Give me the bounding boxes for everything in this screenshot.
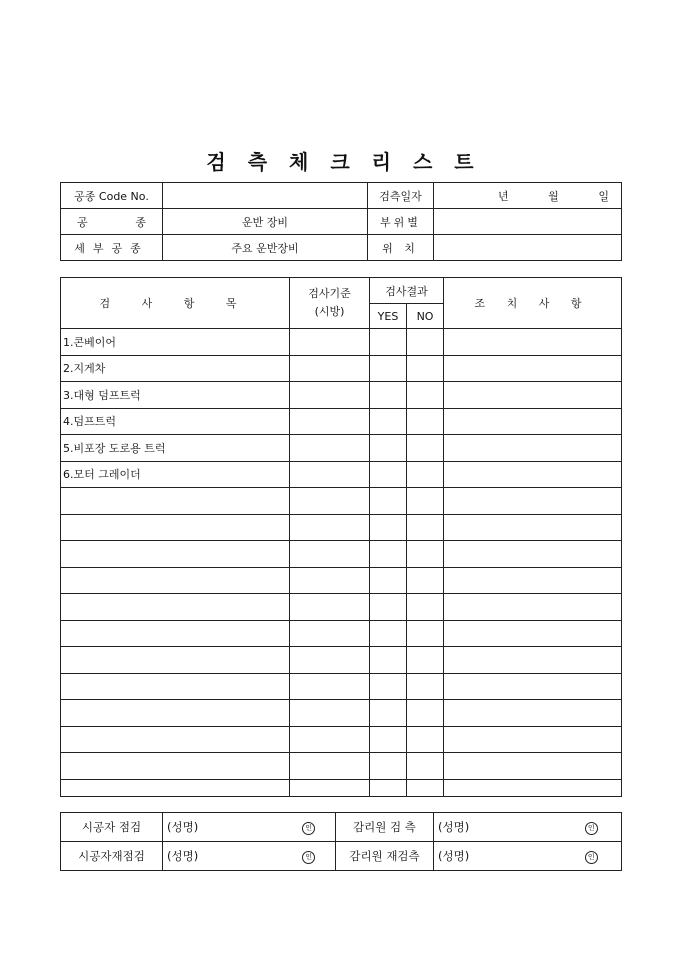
page-title: 검측체크리스트 xyxy=(206,150,496,174)
table-row xyxy=(61,753,622,780)
table-row xyxy=(61,620,622,647)
action-cell[interactable] xyxy=(444,567,622,594)
code-label: 공종 Code No. xyxy=(61,183,163,209)
standard-cell[interactable] xyxy=(290,567,370,594)
no-cell[interactable] xyxy=(407,673,444,700)
standard-cell[interactable] xyxy=(290,408,370,435)
yes-cell[interactable] xyxy=(370,620,407,647)
no-cell[interactable] xyxy=(407,594,444,621)
col-standard-line1: 검사기준 xyxy=(308,287,351,300)
no-cell[interactable] xyxy=(407,408,444,435)
standard-cell[interactable] xyxy=(290,461,370,488)
table-row xyxy=(61,514,622,541)
item-cell[interactable] xyxy=(61,541,290,568)
action-cell[interactable] xyxy=(444,620,622,647)
action-cell[interactable] xyxy=(444,329,622,356)
item-cell[interactable]: 4.덤프트럭 xyxy=(61,408,290,435)
yes-cell[interactable] xyxy=(370,435,407,462)
table-row xyxy=(61,461,622,488)
yes-cell[interactable] xyxy=(370,567,407,594)
inspection-table xyxy=(60,277,622,797)
yes-cell[interactable] xyxy=(370,726,407,753)
date-field[interactable] xyxy=(434,183,622,209)
action-cell[interactable] xyxy=(444,382,622,409)
standard-cell[interactable] xyxy=(290,726,370,753)
no-cell[interactable] xyxy=(407,541,444,568)
item-cell[interactable] xyxy=(61,673,290,700)
no-cell[interactable] xyxy=(407,461,444,488)
yes-cell[interactable] xyxy=(370,461,407,488)
no-cell[interactable] xyxy=(407,355,444,382)
col-yes-header: YES xyxy=(370,304,407,329)
action-cell[interactable] xyxy=(444,753,622,780)
item-cell[interactable]: 3.대형 덤프트럭 xyxy=(61,382,290,409)
no-cell[interactable] xyxy=(407,382,444,409)
yes-cell[interactable] xyxy=(370,408,407,435)
contractor-recheck-label: 시공자재점검 xyxy=(61,842,163,871)
item-cell[interactable]: 5.비포장 도로용 트럭 xyxy=(61,435,290,462)
standard-cell[interactable] xyxy=(290,355,370,382)
action-cell[interactable] xyxy=(444,514,622,541)
standard-cell[interactable] xyxy=(290,700,370,727)
action-cell[interactable] xyxy=(444,461,622,488)
no-cell[interactable] xyxy=(407,779,444,796)
standard-cell[interactable] xyxy=(290,382,370,409)
col-no-header: NO xyxy=(407,304,444,329)
yes-cell[interactable] xyxy=(370,329,407,356)
no-cell[interactable] xyxy=(407,647,444,674)
item-cell[interactable] xyxy=(61,567,290,594)
item-cell[interactable] xyxy=(61,753,290,780)
seal-icon: 인 xyxy=(283,813,336,842)
standard-cell[interactable] xyxy=(290,488,370,515)
table-row xyxy=(61,567,622,594)
item-cell[interactable] xyxy=(61,700,290,727)
yes-cell[interactable] xyxy=(370,647,407,674)
table-row xyxy=(61,488,622,515)
contractor-recheck-name-field[interactable]: (성명) xyxy=(163,842,283,871)
item-cell[interactable] xyxy=(61,514,290,541)
col-item-header: 검 사 항 목 xyxy=(61,278,290,329)
table-row xyxy=(61,673,622,700)
action-cell[interactable] xyxy=(444,726,622,753)
table-row xyxy=(61,700,622,727)
standard-cell[interactable] xyxy=(290,435,370,462)
work-type-label: 공 종 xyxy=(61,209,163,235)
no-cell[interactable] xyxy=(407,726,444,753)
action-cell[interactable] xyxy=(444,408,622,435)
table-row xyxy=(61,355,622,382)
position-label: 위 치 xyxy=(368,235,434,261)
yes-cell[interactable] xyxy=(370,673,407,700)
no-cell[interactable] xyxy=(407,514,444,541)
table-row xyxy=(61,726,622,753)
yes-cell[interactable] xyxy=(370,382,407,409)
seal-icon: 인 xyxy=(562,842,622,871)
location-part-label: 부위별 xyxy=(368,209,434,235)
col-result-header: 검사결과 xyxy=(370,278,444,304)
table-row xyxy=(61,329,622,356)
action-cell[interactable] xyxy=(444,700,622,727)
contractor-name-field[interactable]: (성명) xyxy=(163,813,283,842)
date-label: 검측일자 xyxy=(368,183,434,209)
table-row xyxy=(61,779,622,796)
standard-cell[interactable] xyxy=(290,673,370,700)
item-cell[interactable] xyxy=(61,620,290,647)
yes-cell[interactable] xyxy=(370,753,407,780)
item-cell[interactable] xyxy=(61,488,290,515)
action-cell[interactable] xyxy=(444,541,622,568)
no-cell[interactable] xyxy=(407,700,444,727)
yes-cell[interactable] xyxy=(370,488,407,515)
no-cell[interactable] xyxy=(407,620,444,647)
supervisor-reinspect-label: 감리원 재검측 xyxy=(336,842,434,871)
action-cell[interactable] xyxy=(444,488,622,515)
yes-cell[interactable] xyxy=(370,541,407,568)
date-day: 일 xyxy=(598,189,609,203)
yes-cell[interactable] xyxy=(370,700,407,727)
no-cell[interactable] xyxy=(407,329,444,356)
contractor-check-label: 시공자 점검 xyxy=(61,813,163,842)
standard-cell[interactable] xyxy=(290,620,370,647)
sub-type-label: 세부공종 xyxy=(61,235,163,261)
item-cell[interactable] xyxy=(61,779,290,796)
position-field[interactable] xyxy=(434,235,622,261)
table-row xyxy=(61,647,622,674)
item-cell[interactable] xyxy=(61,594,290,621)
supervisor-name-field[interactable]: (성명) xyxy=(434,813,562,842)
date-year: 년 xyxy=(498,189,509,203)
supervisor-inspect-label: 감리원 검 측 xyxy=(336,813,434,842)
work-type-value[interactable]: 운반 장비 xyxy=(163,209,368,235)
standard-cell[interactable] xyxy=(290,541,370,568)
action-cell[interactable] xyxy=(444,594,622,621)
item-cell[interactable]: 2.지게차 xyxy=(61,355,290,382)
table-row xyxy=(61,541,622,568)
seal-icon: 인 xyxy=(283,842,336,871)
location-part-field[interactable] xyxy=(434,209,622,235)
standard-cell[interactable] xyxy=(290,779,370,796)
sub-type-value[interactable]: 주요 운반장비 xyxy=(163,235,368,261)
no-cell[interactable] xyxy=(407,753,444,780)
col-standard-line2: (시방) xyxy=(314,305,345,318)
table-row xyxy=(61,594,622,621)
action-cell[interactable] xyxy=(444,673,622,700)
no-cell[interactable] xyxy=(407,435,444,462)
standard-cell[interactable] xyxy=(290,594,370,621)
standard-cell[interactable] xyxy=(290,753,370,780)
item-cell[interactable] xyxy=(61,726,290,753)
no-cell[interactable] xyxy=(407,488,444,515)
action-cell[interactable] xyxy=(444,647,622,674)
no-cell[interactable] xyxy=(407,567,444,594)
standard-cell[interactable] xyxy=(290,329,370,356)
action-cell[interactable] xyxy=(444,355,622,382)
table-row xyxy=(61,408,622,435)
standard-cell[interactable] xyxy=(290,647,370,674)
yes-cell[interactable] xyxy=(370,779,407,796)
action-cell[interactable] xyxy=(444,779,622,796)
supervisor-reinspect-name-field[interactable]: (성명) xyxy=(434,842,562,871)
code-value-field[interactable] xyxy=(163,183,368,209)
standard-cell[interactable] xyxy=(290,514,370,541)
yes-cell[interactable] xyxy=(370,514,407,541)
item-cell[interactable] xyxy=(61,647,290,674)
yes-cell[interactable] xyxy=(370,355,407,382)
header-info-table xyxy=(60,182,622,261)
item-cell[interactable]: 1.콘베이어 xyxy=(61,329,290,356)
seal-icon: 인 xyxy=(562,813,622,842)
item-cell[interactable]: 6.모터 그레이더 xyxy=(61,461,290,488)
col-standard-header xyxy=(290,278,370,329)
yes-cell[interactable] xyxy=(370,594,407,621)
table-row xyxy=(61,382,622,409)
action-cell[interactable] xyxy=(444,435,622,462)
signature-table xyxy=(60,812,622,871)
col-action-header: 조 치 사 항 xyxy=(444,278,622,329)
date-month: 월 xyxy=(548,189,559,203)
table-row xyxy=(61,435,622,462)
